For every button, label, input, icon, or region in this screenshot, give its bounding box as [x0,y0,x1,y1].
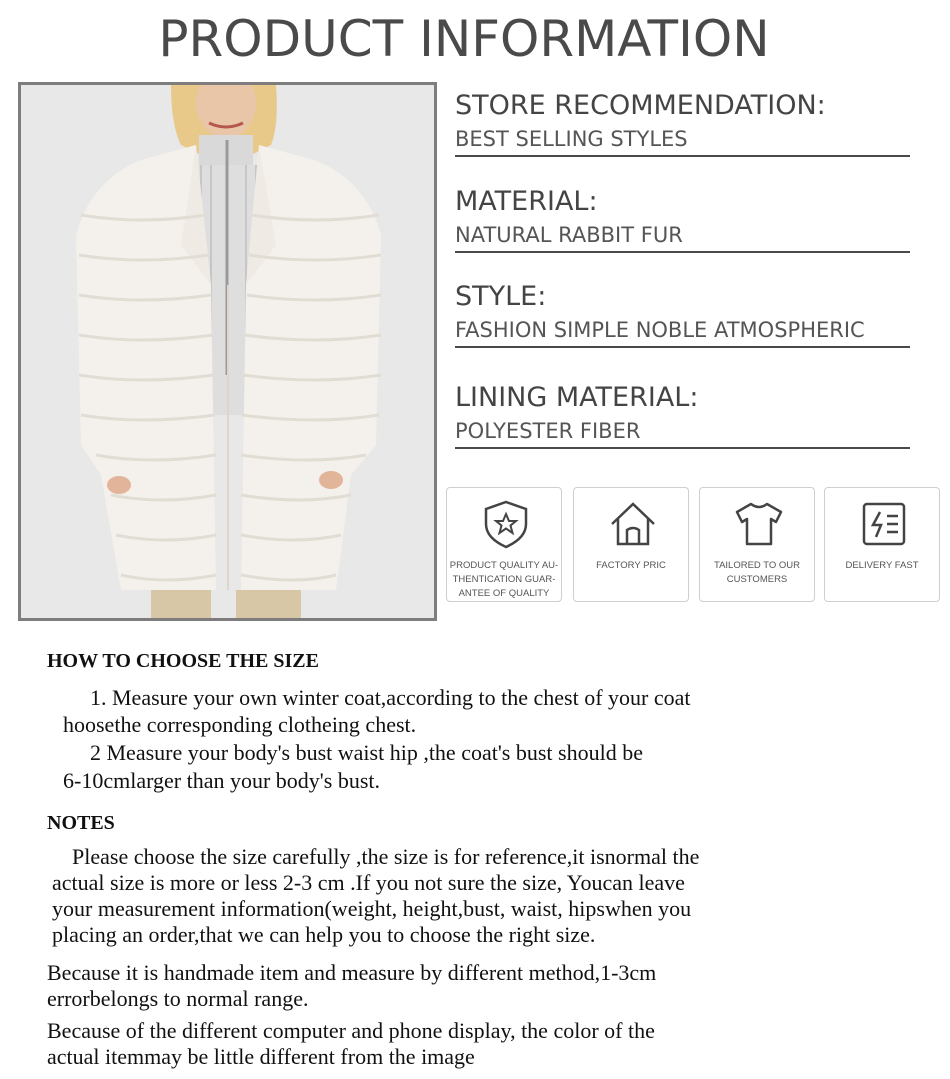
notes-line: Because it is handmade item and measure by different method,1-3cm [47,960,657,985]
badge-text: TAILORED TO OUR CUSTOMERS [713,560,801,585]
product-photo [18,82,437,621]
notes-line: actual size is more or less 2-3 cm .If you not sure the size, Youcan leave [52,870,685,895]
spec-label: STYLE: [455,281,547,312]
notes-line: errorbelongs to normal range. [47,986,309,1011]
spec-store-recommendation [455,90,910,157]
spec-value: POLYESTER FIBER [455,419,910,449]
spec-label: LINING MATERIAL: [455,382,699,413]
shield-star-icon [480,498,532,550]
notes-heading: NOTES [47,812,115,834]
badge-text: DELIVERY FAST [845,560,919,571]
notes-line: your measurement information(weight, height,bust, waist, hipswhen you [52,896,692,921]
size-guide-line: hoosethe corresponding clotheing chest. [63,712,417,737]
fur-coat-image [21,85,434,618]
tshirt-icon [733,498,785,550]
notes-line: placing an order,that we can help you to choose the right size. [52,922,596,947]
size-guide-heading: HOW TO CHOOSE THE SIZE [47,650,319,672]
notes-line: actual itemmay be little different from the image [47,1044,475,1069]
spec-value: FASHION SIMPLE NOBLE ATMOSPHERIC [455,318,910,348]
badge-text: PRODUCT QUALITY AU- THENTICATION GUAR- ANTEE OF QUALITY [449,560,559,599]
size-guide-line: 2 Measure your body's bust waist hip ,the coat's bust should be [90,740,643,765]
delivery-icon [858,498,910,550]
page-title: PRODUCT INFORMATION [158,10,770,68]
badge-delivery [824,487,940,602]
badge-factory-price [573,487,689,602]
spec-label: MATERIAL: [455,186,598,217]
size-guide-line: 6-10cmlarger than your body's bust. [63,768,381,793]
spec-style [455,281,910,348]
size-guide-line: 1. Measure your own winter coat,according to the chest of your coat [90,685,691,710]
spec-label: STORE RECOMMENDATION: [455,90,826,121]
house-icon [607,498,659,550]
badge-quality [446,487,562,602]
badge-tailored [699,487,815,602]
spec-value: NATURAL RABBIT FUR [455,223,910,253]
spec-value: BEST SELLING STYLES [455,127,910,157]
spec-lining-material [455,382,910,449]
spec-material [455,186,910,253]
notes-line: Because of the different computer and phone display, the color of the [47,1018,655,1043]
badge-text: FACTORY PRIC [596,560,666,571]
notes-line: Please choose the size carefully ,the size is for reference,it isnormal the [72,844,700,869]
